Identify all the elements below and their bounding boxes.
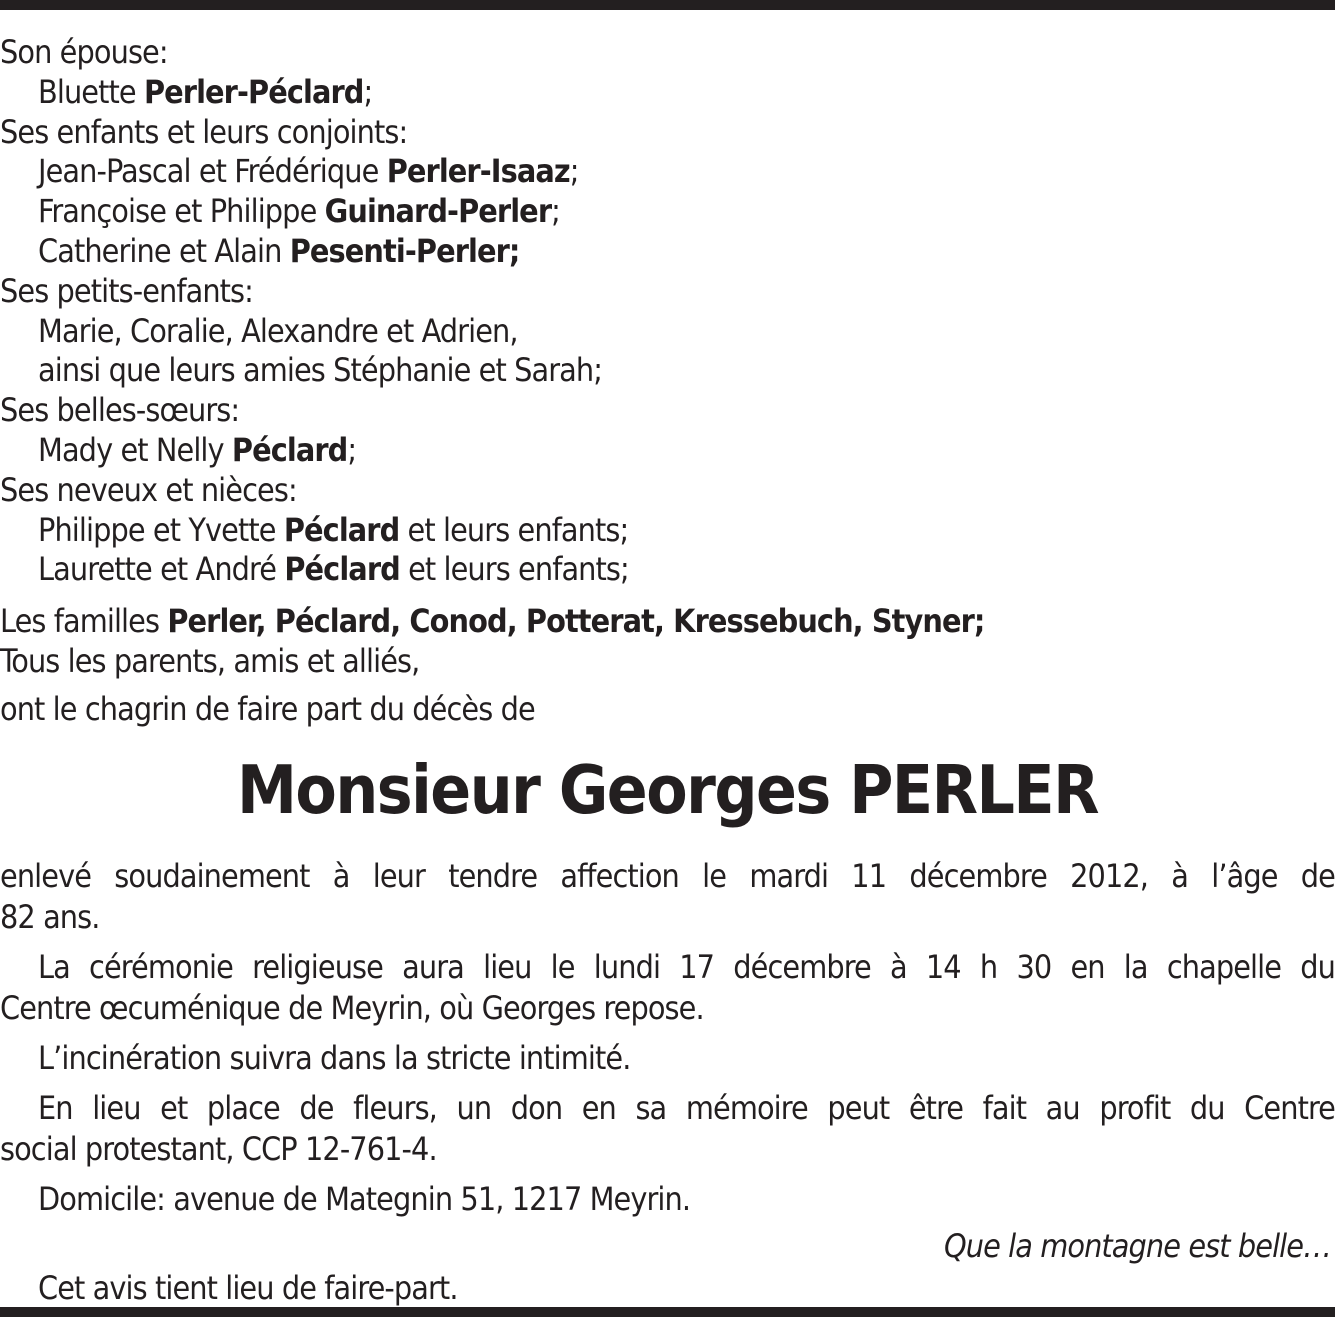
- donation-line-2: social protestant, CCP 12-761-4.: [0, 1129, 437, 1168]
- member-names: Laurette et André: [38, 550, 285, 589]
- death-notice: [0, 33, 1335, 1308]
- member-names: Françoise et Philippe: [38, 192, 325, 231]
- domicile-paragraph: [0, 1179, 1335, 1220]
- heading-text: Ses enfants et leurs conjoints:: [0, 112, 408, 151]
- family-heading-nephews-nieces: [0, 471, 1335, 511]
- passing-paragraph: [0, 856, 1335, 938]
- families-names: Perler, Péclard, Conod, Potterat, Kressebuch, Styner;: [167, 602, 985, 641]
- member-names: ainsi que leurs amies Stéphanie et Sarah;: [38, 351, 603, 390]
- member-suffix: ;: [569, 152, 579, 191]
- announcement-text: ont le chagrin de faire part du décès de: [0, 689, 535, 728]
- member-suffix: et leurs enfants;: [399, 550, 629, 589]
- family-member: [0, 351, 1335, 391]
- passing-line-1: enlevé soudainement à leur tendre affection le mardi 11 décembre 2012, à l’âge de: [0, 856, 1335, 895]
- bottom-rule: [0, 1307, 1335, 1317]
- family-member: [0, 431, 1335, 471]
- member-suffix: ;: [347, 430, 357, 469]
- heading-text: Ses neveux et nièces:: [0, 470, 297, 509]
- family-heading-children: [0, 113, 1335, 153]
- member-surname: Pesenti-Perler;: [289, 231, 520, 270]
- heading-text: Ses petits-enfants:: [0, 271, 253, 310]
- member-names: Philippe et Yvette: [38, 510, 284, 549]
- family-member: [0, 511, 1335, 551]
- ceremony-line-2: Centre œcuménique de Meyrin, où Georges repose.: [0, 988, 704, 1027]
- member-surname: Péclard: [283, 510, 400, 549]
- top-rule: [0, 0, 1335, 10]
- cremation-text: L’incinération suivra dans la stricte intimité.: [38, 1038, 631, 1077]
- announcement-line: [0, 690, 1335, 730]
- member-surname: Guinard-Perler: [324, 192, 552, 231]
- family-heading-grandchildren: [0, 272, 1335, 312]
- family-member: [0, 192, 1335, 232]
- relatives-line: [0, 642, 1335, 682]
- heading-text: Ses belles-sœurs:: [0, 391, 240, 430]
- member-suffix: ;: [363, 72, 373, 111]
- member-surname: Perler-Isaaz: [386, 152, 570, 191]
- families-line: [0, 602, 1335, 642]
- family-heading-sisters-in-law: [0, 391, 1335, 431]
- member-suffix: et leurs enfants;: [399, 510, 629, 549]
- family-member: [0, 232, 1335, 272]
- family-heading-spouse: [0, 33, 1335, 73]
- family-member: [0, 152, 1335, 192]
- ceremony-line-1: La cérémonie religieuse aura lieu le lundi 17 décembre à 14 h 30 en la chapelle du: [38, 947, 1335, 986]
- passing-line-2: 82 ans.: [0, 897, 100, 936]
- member-names: Bluette: [38, 72, 144, 111]
- closing-line: Cet avis tient lieu de faire-part.: [38, 1268, 458, 1307]
- domicile-text: Domicile: avenue de Mategnin 51, 1217 Meyrin.: [38, 1179, 691, 1218]
- member-suffix: ;: [551, 192, 560, 231]
- relatives-text: Tous les parents, amis et alliés,: [0, 641, 420, 680]
- ceremony-paragraph: [0, 947, 1335, 1029]
- family-member: [0, 312, 1335, 352]
- family-member: [0, 73, 1335, 113]
- member-surname: Péclard: [231, 430, 348, 469]
- member-names: Mady et Nelly: [38, 430, 232, 469]
- donation-line-1: En lieu et place de fleurs, un don en sa mémoire peut être fait au profit du Centre: [38, 1088, 1335, 1127]
- donation-paragraph: [0, 1088, 1335, 1170]
- heading-text: Son épouse:: [0, 33, 168, 71]
- families-prefix: Les familles: [0, 602, 168, 641]
- member-names: Catherine et Alain: [38, 231, 290, 270]
- member-names: Jean-Pascal et Frédérique: [38, 152, 387, 191]
- deceased-name: Monsieur Georges PERLER: [236, 750, 1099, 829]
- cremation-paragraph: [0, 1038, 1335, 1079]
- member-surname: Perler-Péclard: [143, 72, 364, 111]
- family-member: [0, 550, 1335, 590]
- member-names: Marie, Coralie, Alexandre et Adrien,: [38, 311, 518, 350]
- motto: Que la montagne est belle…: [943, 1226, 1331, 1265]
- member-surname: Péclard: [284, 550, 400, 589]
